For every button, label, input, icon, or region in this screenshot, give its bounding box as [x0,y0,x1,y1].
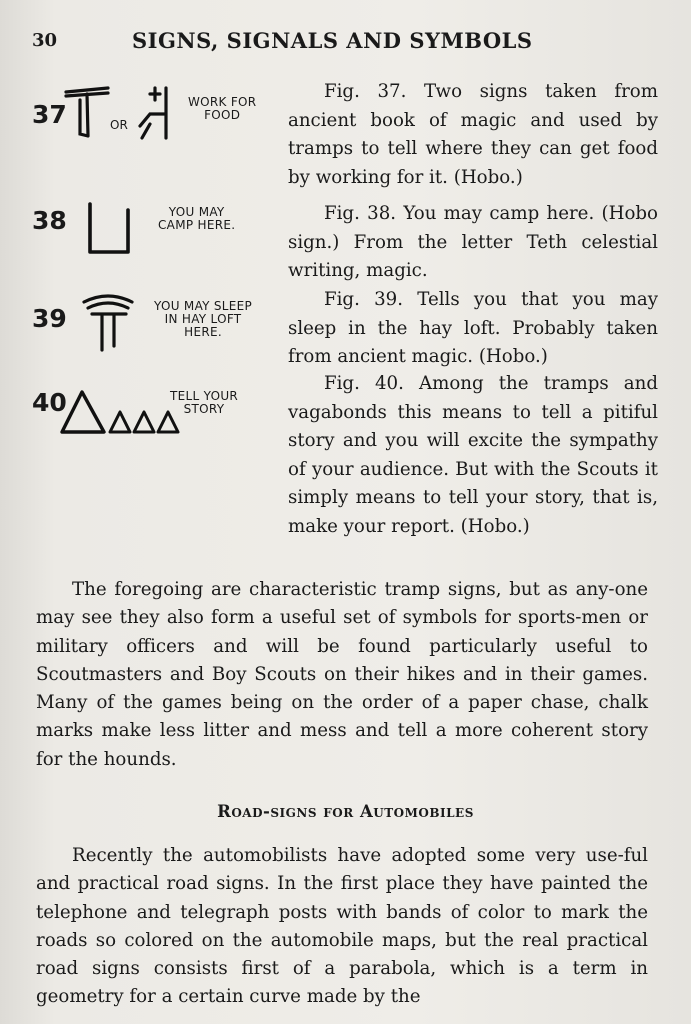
sign-label: TELL YOUR STORY [170,389,239,416]
hooked-cross-sign-icon [136,84,176,144]
figure-number: 40 [32,388,67,417]
figure-number: 37 [32,100,67,129]
sign-label: YOU MAY SLEEP IN HAY LOFT HERE. [154,299,253,339]
running-title: SIGNS, SIGNALS AND SYMBOLS [132,28,533,53]
section-paragraph: Recently the automobilists have adopted some very use-ful and practical road signs. In the first place they have painted the telephone and telegraph posts with bands of color to mark the roads so colored on the automobile maps, but the real practical road signs consists first of a parabola, which is a term in geometry for a certain curve made by the [36,845,648,1008]
or-label: OR [110,118,128,132]
u-sign-icon [84,200,136,258]
body-paragraph: The foregoing are characteristic tramp signs, but as any-one may see they also form a useful set of symbols for sports-men or military officers and will be found particularly useful to Scoutmasters and Boy Scouts on their hikes and in their games. Many of the games being on the order of a paper chase, chalk marks make less litter and mess and tell a more coherent story for the hounds. [36,579,648,770]
hay-loft-sign-icon [80,290,138,356]
figure-40 [28,370,668,570]
page-number: 30 [32,30,58,51]
section-heading: Road-signs for Automobiles [217,802,474,821]
figure-39 [28,286,668,376]
figure-caption: Fig. 38. You may camp here. (Hobo sign.) From the letter Teth celestial writing, magic. [288,203,658,281]
figure-number: 38 [32,206,67,235]
sign-label: YOU MAY CAMP HERE. [158,205,236,232]
figure-caption: Fig. 37. Two signs taken from ancient book of magic and used by tramps to tell where they can get food by working for it. (Hobo.) [288,81,658,188]
figure-37 [28,78,668,198]
sign-label: WORK FOR FOOD [188,95,257,122]
figure-caption: Fig. 40. Among the tramps and vagabonds this means to tell a pitiful story and you will excite the sympathy of your audience. But with the Scouts it simply means to tell your story, that is, make your report. (Hobo.) [288,373,658,537]
page-header [32,26,651,56]
figure-number: 39 [32,304,67,333]
figure-38 [28,200,668,290]
figure-caption: Fig. 39. Tells you that you may sleep in the hay loft. Probably taken from ancient magic. (Hobo.) [288,289,658,367]
t-sign-icon [62,82,112,142]
